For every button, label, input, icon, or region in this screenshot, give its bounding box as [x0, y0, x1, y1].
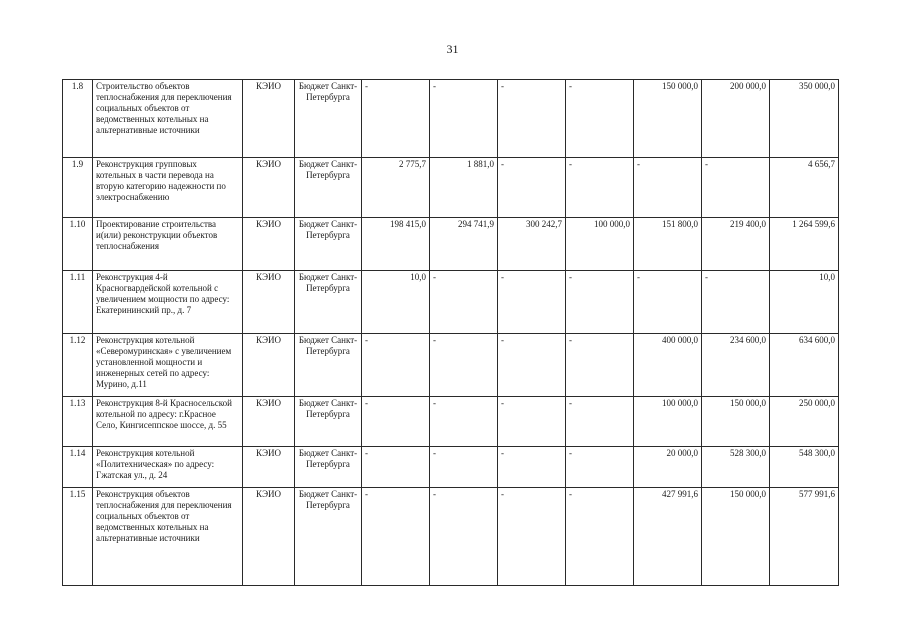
executor: КЭИО [243, 271, 295, 334]
funding-source: Бюджет Санкт-Петербурга [295, 80, 362, 158]
table-row [63, 271, 839, 334]
value-cell: 100 000,0 [566, 218, 634, 271]
measure-name: Реконструкция групповых котельных в части перевода на вторую категорию надежности по электроснабжению [93, 158, 243, 218]
value-cell: - [498, 271, 566, 334]
value-cell: 1 264 599,6 [770, 218, 839, 271]
funding-source: Бюджет Санкт-Петербурга [295, 334, 362, 397]
value-cell: 198 415,0 [362, 218, 430, 271]
value-cell: - [362, 488, 430, 586]
value-cell: - [566, 397, 634, 447]
row-number: 1.13 [63, 397, 93, 447]
executor: КЭИО [243, 158, 295, 218]
table-body [63, 80, 839, 586]
value-cell: 250 000,0 [770, 397, 839, 447]
value-cell: 219 400,0 [702, 218, 770, 271]
row-number: 1.9 [63, 158, 93, 218]
value-cell: - [430, 488, 498, 586]
value-cell: 427 991,6 [634, 488, 702, 586]
value-cell: 400 000,0 [634, 334, 702, 397]
value-cell: - [362, 397, 430, 447]
value-cell: - [634, 158, 702, 218]
value-cell: 300 242,7 [498, 218, 566, 271]
value-cell: - [430, 271, 498, 334]
executor: КЭИО [243, 80, 295, 158]
value-cell: 100 000,0 [634, 397, 702, 447]
value-cell: - [430, 334, 498, 397]
value-cell: - [430, 447, 498, 488]
value-cell: 150 000,0 [702, 397, 770, 447]
value-cell: 200 000,0 [702, 80, 770, 158]
value-cell: 150 000,0 [702, 488, 770, 586]
funding-source: Бюджет Санкт-Петербурга [295, 218, 362, 271]
executor: КЭИО [243, 334, 295, 397]
row-number: 1.14 [63, 447, 93, 488]
value-cell: 2 775,7 [362, 158, 430, 218]
row-number: 1.15 [63, 488, 93, 586]
row-number: 1.11 [63, 271, 93, 334]
value-cell: - [566, 488, 634, 586]
table-row [63, 218, 839, 271]
executor: КЭИО [243, 218, 295, 271]
value-cell: - [498, 158, 566, 218]
value-cell: - [362, 447, 430, 488]
value-cell: - [430, 397, 498, 447]
value-cell: 4 656,7 [770, 158, 839, 218]
value-cell: 1 881,0 [430, 158, 498, 218]
table-row [63, 447, 839, 488]
table-row [63, 158, 839, 218]
budget-table [62, 79, 839, 586]
measure-name: Реконструкция 8-й Красносельской котельной по адресу: г.Красное Село, Кингисеппское шоссе, д. 55 [93, 397, 243, 447]
value-cell: - [498, 488, 566, 586]
value-cell: 151 800,0 [634, 218, 702, 271]
value-cell: 548 300,0 [770, 447, 839, 488]
executor: КЭИО [243, 447, 295, 488]
value-cell: 294 741,9 [430, 218, 498, 271]
measure-name: Реконструкция 4-й Красногвардейской котельной с увеличением мощности по адресу: Екатерининский пр., д. 7 [93, 271, 243, 334]
executor: КЭИО [243, 397, 295, 447]
executor: КЭИО [243, 488, 295, 586]
value-cell: - [430, 80, 498, 158]
funding-source: Бюджет Санкт-Петербурга [295, 158, 362, 218]
value-cell: - [566, 80, 634, 158]
value-cell: - [702, 158, 770, 218]
measure-name: Реконструкция объектов теплоснабжения для переключения социальных объектов от ведомственных котельных на альтернативные источники [93, 488, 243, 586]
value-cell: - [566, 158, 634, 218]
funding-source: Бюджет Санкт-Петербурга [295, 447, 362, 488]
funding-source: Бюджет Санкт-Петербурга [295, 397, 362, 447]
value-cell: - [498, 397, 566, 447]
value-cell: 528 300,0 [702, 447, 770, 488]
row-number: 1.10 [63, 218, 93, 271]
value-cell: 634 600,0 [770, 334, 839, 397]
table-row [63, 334, 839, 397]
row-number: 1.8 [63, 80, 93, 158]
measure-name: Реконструкция котельной «Политехническая» по адресу: Гжатская ул., д. 24 [93, 447, 243, 488]
measure-name: Строительство объектов теплоснабжения для переключения социальных объектов от ведомственных котельных на альтернативные источники [93, 80, 243, 158]
value-cell: - [498, 334, 566, 397]
table-row [63, 397, 839, 447]
table-row [63, 80, 839, 158]
row-number: 1.12 [63, 334, 93, 397]
table-row [63, 488, 839, 586]
value-cell: - [566, 334, 634, 397]
value-cell: - [634, 271, 702, 334]
value-cell: - [362, 334, 430, 397]
value-cell: - [702, 271, 770, 334]
value-cell: 234 600,0 [702, 334, 770, 397]
page-number: 31 [446, 42, 459, 56]
funding-source: Бюджет Санкт-Петербурга [295, 271, 362, 334]
value-cell: 577 991,6 [770, 488, 839, 586]
value-cell: 150 000,0 [634, 80, 702, 158]
measure-name: Проектирование строительства и(или) реконструкции объектов теплоснабжения [93, 218, 243, 271]
value-cell: 20 000,0 [634, 447, 702, 488]
value-cell: - [498, 80, 566, 158]
value-cell: - [498, 447, 566, 488]
value-cell: 10,0 [770, 271, 839, 334]
value-cell: - [362, 80, 430, 158]
funding-source: Бюджет Санкт-Петербурга [295, 488, 362, 586]
value-cell: - [566, 447, 634, 488]
value-cell: 10,0 [362, 271, 430, 334]
value-cell: 350 000,0 [770, 80, 839, 158]
value-cell: - [566, 271, 634, 334]
measure-name: Реконструкция котельной «Северомуринская» с увеличением установленной мощности и инженерных сетей по адресу: Мурино, д.11 [93, 334, 243, 397]
